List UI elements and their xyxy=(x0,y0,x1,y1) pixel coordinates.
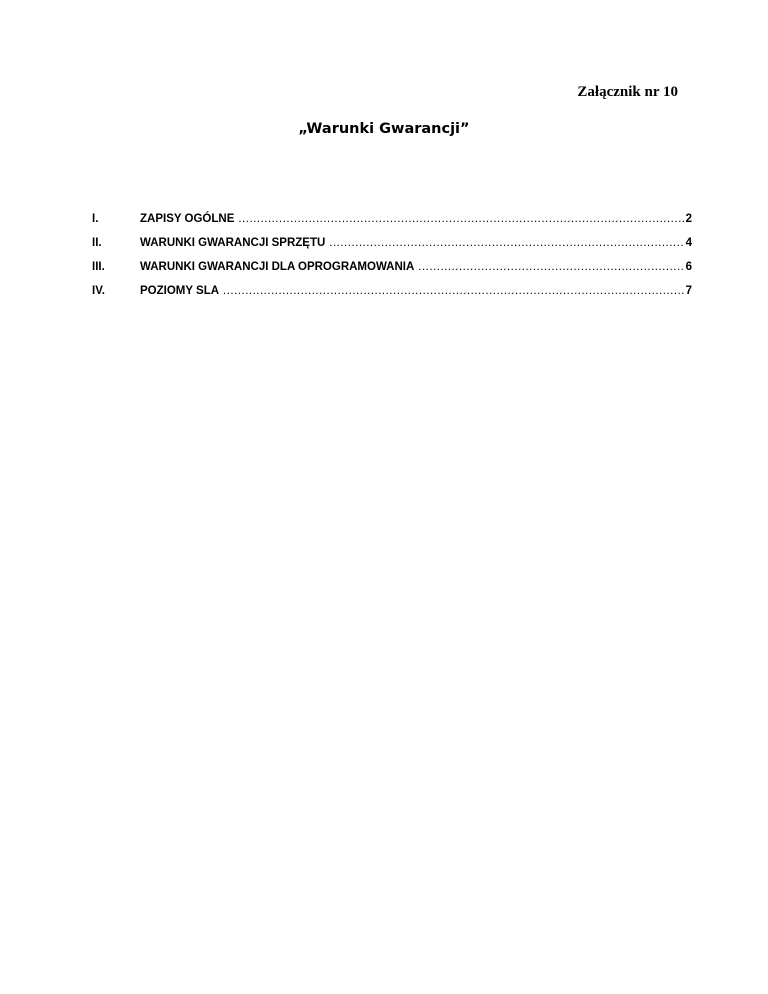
toc-entry-warunki-gwarancji-oprogramowania[interactable] xyxy=(92,258,692,282)
toc-dot-leader xyxy=(329,234,684,252)
toc-entry-title: WARUNKI GWARANCJI SPRZĘTU xyxy=(140,237,326,249)
toc-entry-number: II. xyxy=(92,237,102,249)
toc-entry-page: 2 xyxy=(685,213,692,225)
toc-entry-title: WARUNKI GWARANCJI DLA OPROGRAMOWANIA xyxy=(140,261,415,273)
toc-entry-number: IV. xyxy=(92,285,106,297)
toc-dot-leader xyxy=(223,282,685,300)
toc-entry-title: ZAPISY OGÓLNE xyxy=(140,213,235,225)
toc-entry-warunki-gwarancji-sprzetu[interactable] xyxy=(92,234,692,258)
annex-label: Załącznik nr 10 xyxy=(577,84,678,100)
toc-entry-zapisy-ogolne[interactable] xyxy=(92,210,692,234)
table-of-contents xyxy=(92,210,692,306)
toc-entry-number: I. xyxy=(92,213,99,225)
toc-entry-title: POZIOMY SLA xyxy=(140,285,220,297)
toc-entry-page: 4 xyxy=(685,237,692,249)
toc-entry-page: 7 xyxy=(685,285,692,297)
document-title: „Warunki Gwarancji” xyxy=(298,121,470,137)
toc-dot-leader xyxy=(418,258,684,276)
toc-dot-leader xyxy=(238,210,684,228)
toc-entry-poziomy-sla[interactable] xyxy=(92,282,692,306)
toc-entry-number: III. xyxy=(92,261,105,273)
toc-entry-page: 6 xyxy=(685,261,692,273)
